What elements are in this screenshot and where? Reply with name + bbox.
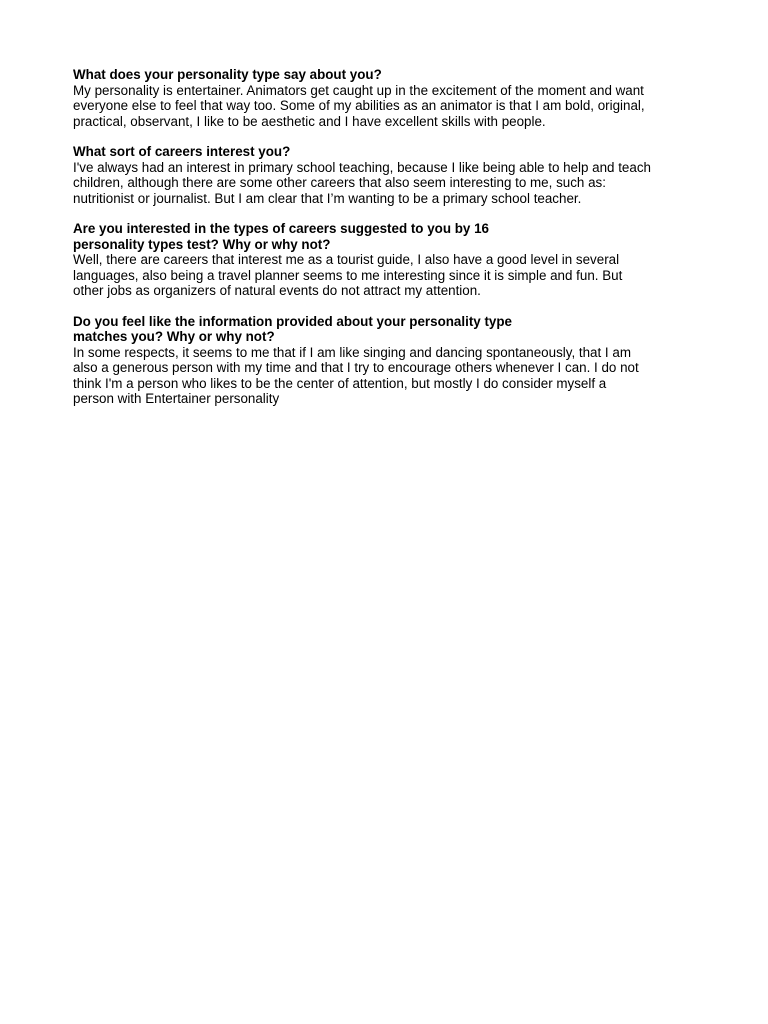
qa-section-suggested-careers: [73, 221, 713, 299]
qa-section-careers-interest: [73, 144, 713, 206]
answer-paragraph: I've always had an interest in primary school teaching, because I like being able to help and teach children, although there are some other careers that also seem interesting to me, such as: nutritionist or journalist. But I am clear that I’m wanting to be a primary school teacher.: [73, 159, 651, 206]
qa-section-information-match: [73, 314, 713, 407]
document-page: [73, 67, 713, 422]
answer-paragraph: In some respects, it seems to me that if I am like singing and dancing spontaneously, that I am also a generous person with my time and that I try to encourage others whenever I can. I do not think I'm a person who likes to be the center of attention, but mostly I do consider myself a person with Entertainer personality: [73, 344, 639, 406]
question-heading: Are you interested in the types of careers suggested to you by 16 personality types test? Why or why not?: [73, 221, 489, 252]
question-heading: Do you feel like the information provided about your personality type matches you? Why or why not?: [73, 313, 512, 344]
answer-paragraph: Well, there are careers that interest me as a tourist guide, I also have a good level in several languages, also being a travel planner seems to me interesting since it is simple and fun. But other jobs as organizers of natural events do not attract my attention.: [73, 252, 623, 298]
question-heading: What sort of careers interest you?: [73, 144, 291, 159]
qa-section-personality-type: [73, 67, 713, 129]
answer-paragraph: My personality is entertainer. Animators get caught up in the excitement of the moment and want everyone else to feel that way too. Some of my abilities as an animator is that I am bold, original, practical, observant, I like to be aesthetic and I have excellent skills with people.: [73, 82, 645, 129]
question-heading: What does your personality type say about you?: [73, 67, 382, 82]
